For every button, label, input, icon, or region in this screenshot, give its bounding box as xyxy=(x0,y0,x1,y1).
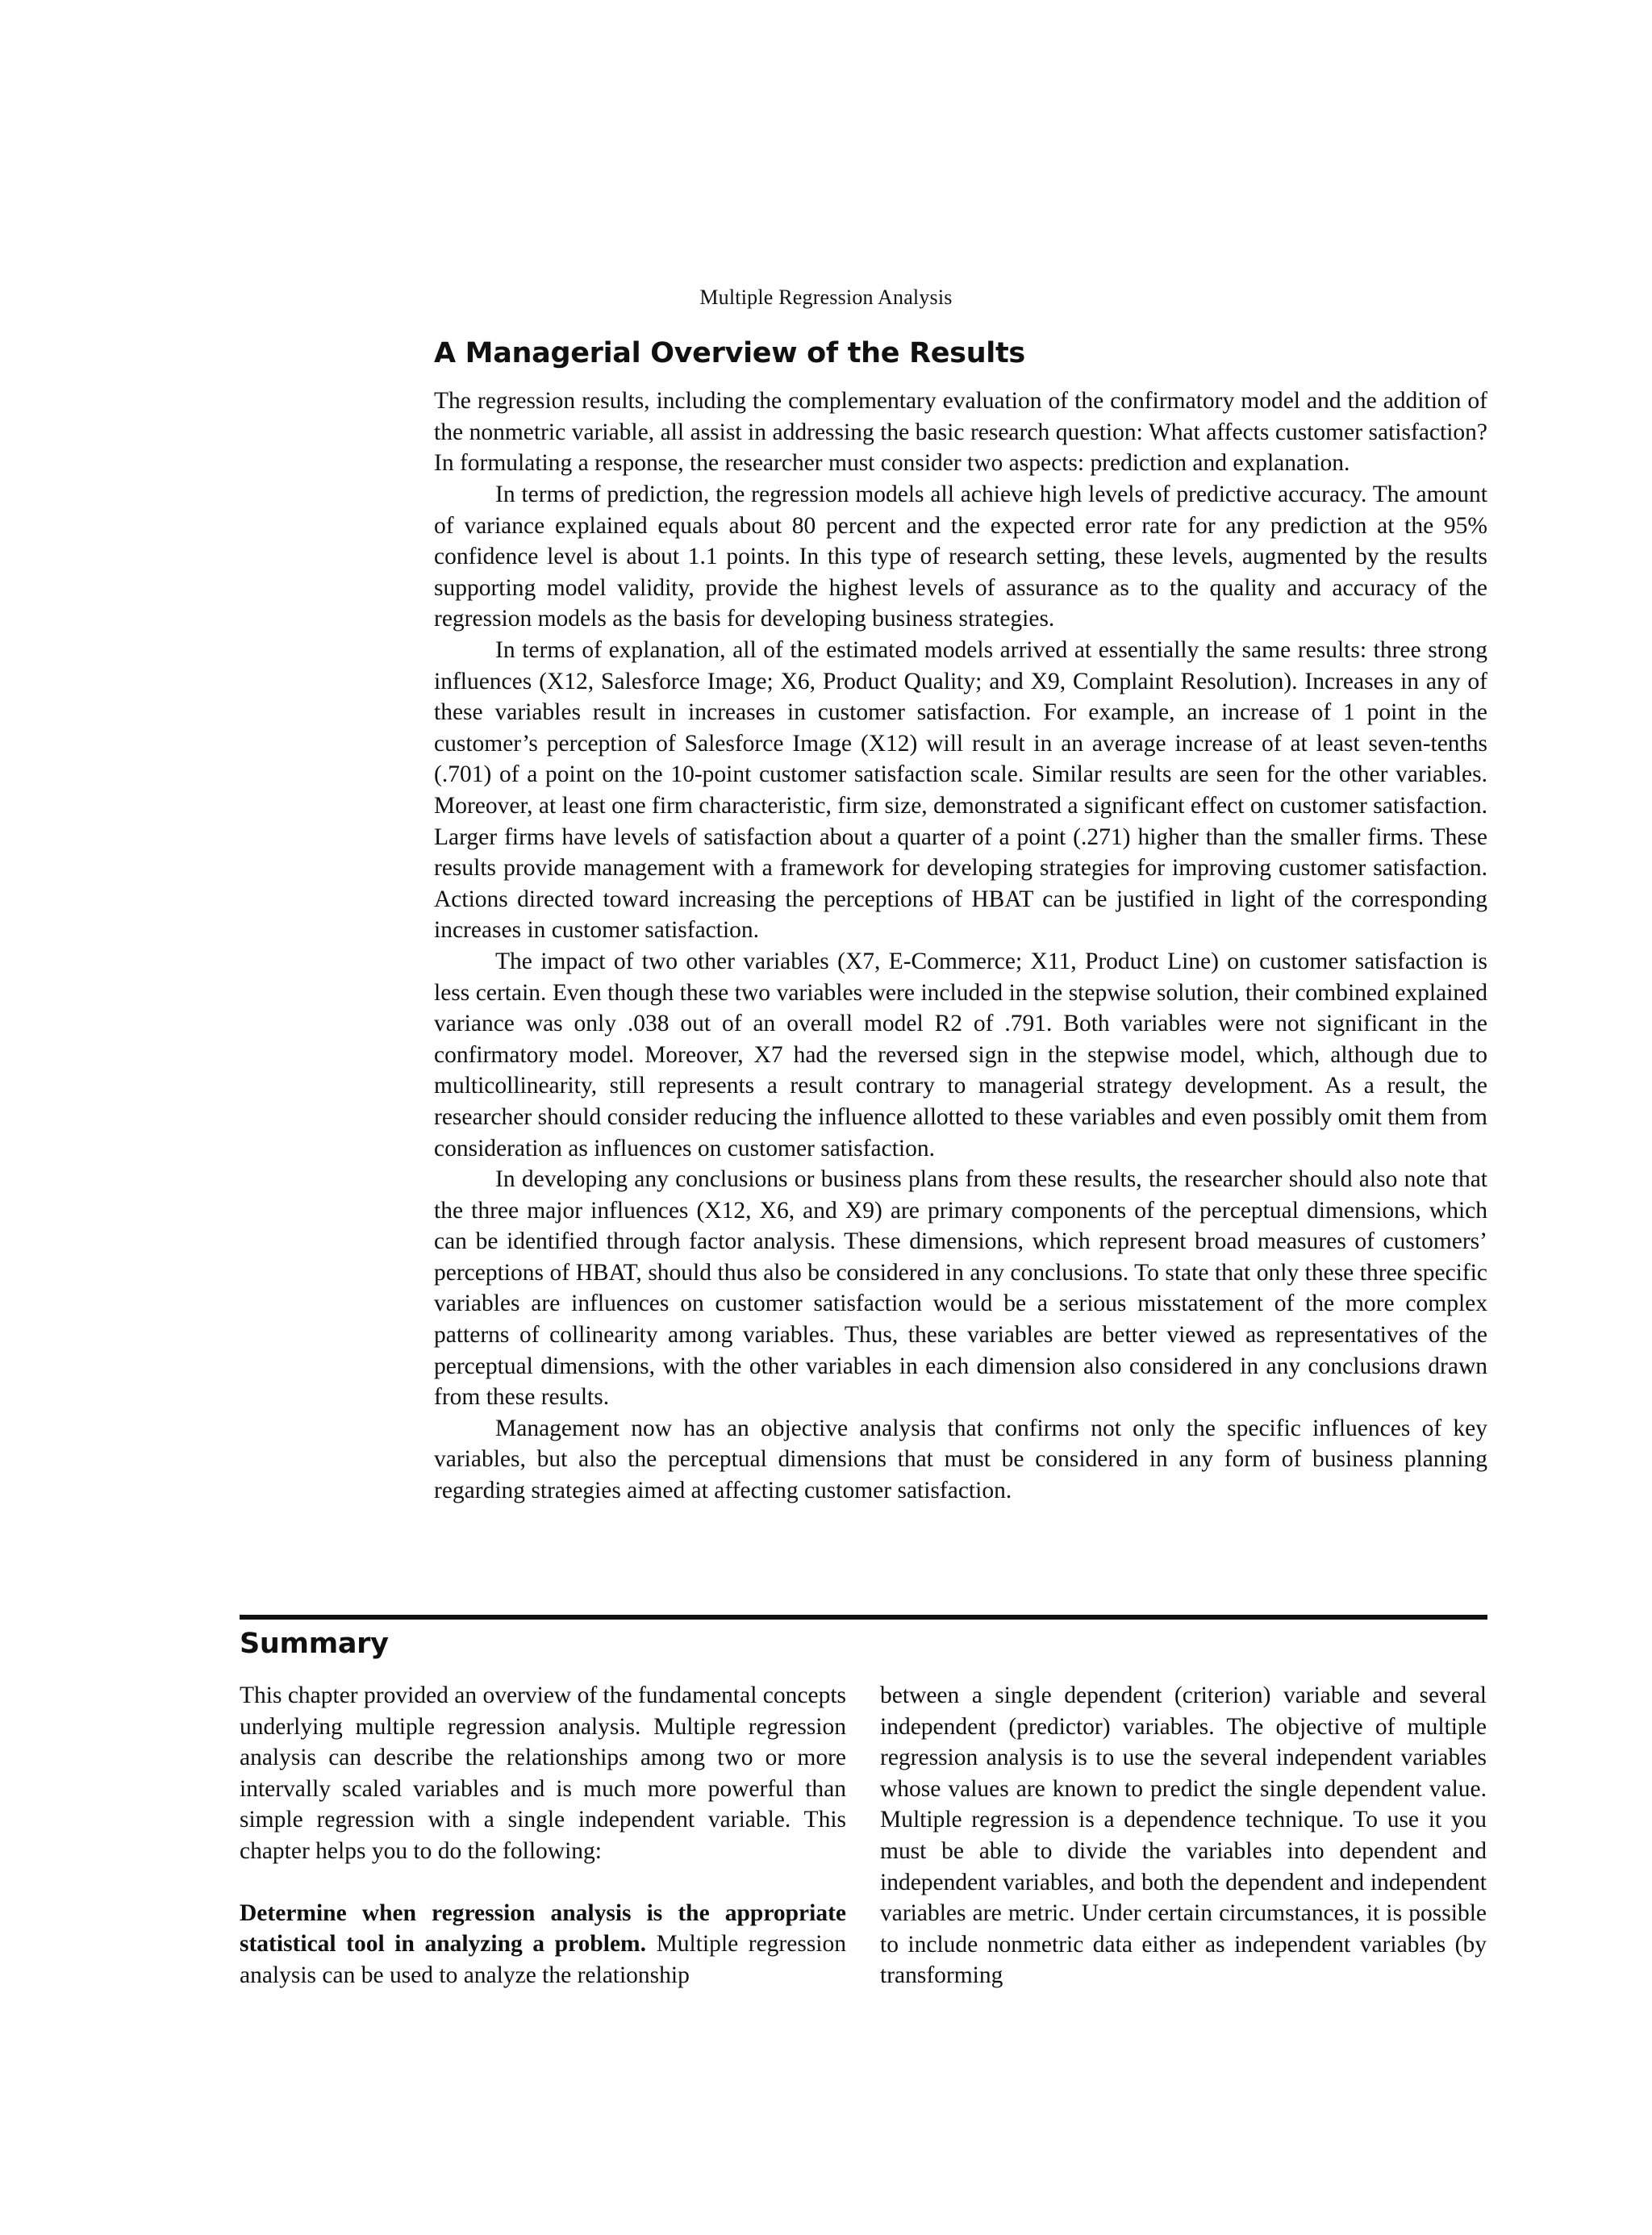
paragraph-5: In developing any conclusions or business plans from these results, the researcher should also note that the three major influences (X12, X6, and X9) are primary components of the perceptual dimensions, which can be identified through factor analysis. These dimensions, which represent broad measures of customers’ perceptions of HBAT, should thus also be considered in any conclusions. To state that only these three specific variables are influences on customer satisfaction would be a serious misstatement of the more complex patterns of collinearity among variables. Thus, these variables are better viewed as representatives of the perceptual dimensions, with the other variables in each dimension also considered in any conclusions drawn from these results. xyxy=(434,1166,1487,1411)
paragraph-3: In terms of explanation, all of the estimated models arrived at essentially the same results: three strong influences (X12, Salesforce Image; X6, Product Quality; and X9, Complaint Resolution). Increases in any of these variables result in increases in customer satisfaction. For example, an increase of 1 point in the customer’s perception of Salesforce Image (X12) will result in an average increase of at least seven-tenths (.701) of a point on the 10-point customer satisfaction scale. Similar results are seen for the other variables. Moreover, at least one firm characteristic, firm size, demonstrated a significant effect on customer satisfaction. Larger firms have levels of satisfaction about a quarter of a point (.271) higher than the smaller firms. These results provide management with a framework for developing strategies for improving customer satisfaction. Actions directed toward increasing the perceptions of HBAT can be justified in light of the corresponding increases in customer satisfaction. xyxy=(434,637,1487,944)
summary-intro: This chapter provided an overview of the fundamental concepts underlying multiple regression analysis. Multiple regression analysis can describe the relationships among two or more intervally scaled variables and is much more powerful than simple regression with a single independent variable. This chapter helps you to do the following: xyxy=(240,1683,846,1864)
summary-right-text: between a single dependent (criterion) variable and several independent (predictor) variables. The objective of multiple regression analysis is to use the several independent variables whose values are known to predict the single dependent value. Multiple regression is a dependence technique. To use it you must be able to divide the variables into dependent and independent variables, and both the dependent and independent variables are metric. Under certain circumstances, it is possible to include nonmetric data either as independent variables (by transforming xyxy=(880,1683,1487,1989)
summary-objective-1 xyxy=(240,1898,846,1991)
section-heading: A Managerial Overview of the Results xyxy=(434,337,1025,369)
running-head: Multiple Regression Analysis xyxy=(699,286,953,309)
summary-right-column xyxy=(880,1680,1487,1991)
paragraph-1: The regression results, including the complementary evaluation of the confirmatory model and the addition of the nonmetric variable, all assist in addressing the basic research question: What affects customer satisfaction? In formulating a response, the researcher must consider two aspects: prediction and explanation. xyxy=(434,388,1487,477)
paragraph-6: Management now has an objective analysis that confirms not only the specific influences of key variables, but also the perceptual dimensions that must be considered in any form of business planning regarding strategies aimed at affecting customer satisfaction. xyxy=(434,1415,1487,1504)
objective-text: Multiple regression analysis can be used to analyze the relationship xyxy=(240,1931,846,1988)
paragraph-2: In terms of prediction, the regression models all achieve high levels of predictive accuracy. The amount of variance explained equals about 80 percent and the expected error rate for any prediction at the 95% confidence level is about 1.1 points. In this type of research setting, these levels, augmented by the results supporting model validity, provide the highest levels of assurance as to the quality and accuracy of the regression models as the basis for developing business strategies. xyxy=(434,482,1487,632)
objective-lead-in: Determine when regression analysis is the appropriate statistical tool in analyzing a problem. xyxy=(240,1899,846,1958)
paragraph-4: The impact of two other variables (X7, E-Commerce; X11, Product Line) on customer satisfaction is less certain. Even though these two variables were included in the stepwise solution, their combined explained variance was only .038 out of an overall model R2 of .791. Both variables were not significant in the confirmatory model. Moreover, X7 had the reversed sign in the stepwise model, which, although due to multicollinearity, still represents a result contrary to managerial strategy development. As a result, the researcher should consider reducing the influence allotted to these variables and even possibly omit them from consideration as influences on customer satisfaction. xyxy=(434,948,1487,1161)
managerial-overview-section xyxy=(434,337,1487,1507)
summary-divider xyxy=(240,1615,1487,1620)
summary-heading: Summary xyxy=(240,1628,389,1660)
summary-left-column xyxy=(240,1680,846,1991)
